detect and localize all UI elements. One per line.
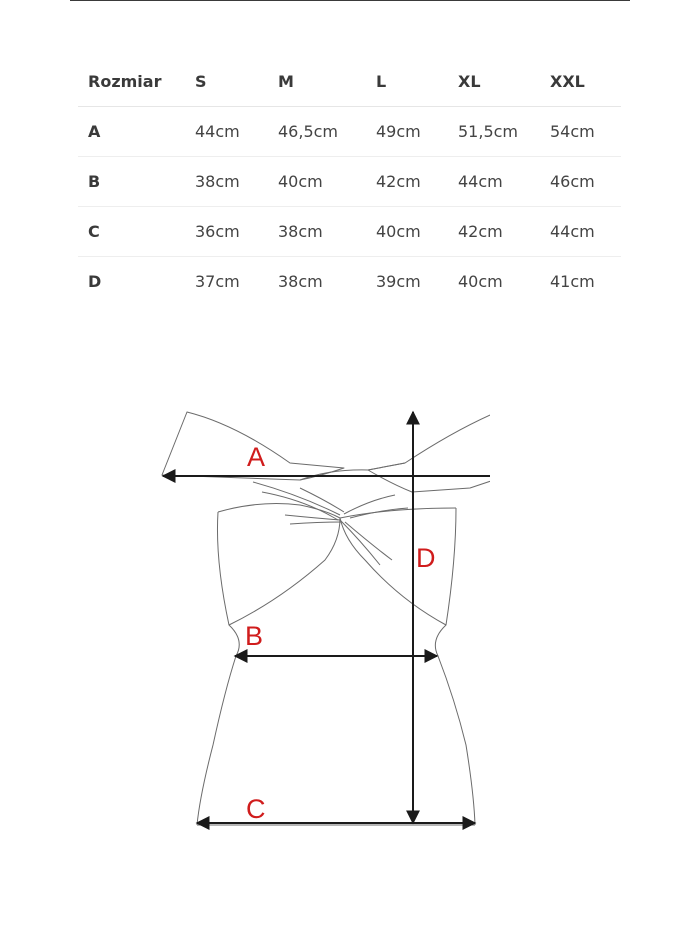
table-cell: 40cm [366,207,448,257]
table-cell: 37cm [195,272,240,291]
table-cell: 38cm [185,157,268,207]
table-cell: 41cm [550,272,595,291]
header-size-l: L [366,57,448,107]
header-size-label: Rozmiar [78,57,185,107]
header-size-xxl: XXL [540,57,621,107]
table-cell: 44cm [185,107,268,157]
row-label: B [78,157,185,207]
table-row [78,107,621,157]
row-label: D [88,272,102,291]
table-cell: 44cm [540,207,621,257]
table-cell: 40cm [458,272,503,291]
table-cell: 46cm [540,157,621,207]
table-row [78,157,621,207]
table-cell: 40cm [268,157,366,207]
garment-measurement-diagram [150,400,490,840]
label-d: D [416,543,436,573]
table-cell: 36cm [185,207,268,257]
table-cell: 46,5cm [268,107,366,157]
table-cell: 42cm [366,157,448,207]
table-cell: 38cm [278,272,323,291]
table-cell: 54cm [540,107,621,157]
table-header-row [78,57,621,107]
measurement-labels [245,442,436,824]
table-cell: 44cm [448,157,540,207]
header-size-m: M [268,57,366,107]
row-label: C [78,207,185,257]
table-cell: 38cm [268,207,366,257]
row-label: A [78,107,185,157]
top-divider [70,0,630,1]
garment-outline [162,412,490,825]
header-size-xl: XL [448,57,540,107]
table-row [78,257,621,307]
table-cell: 39cm [376,272,421,291]
size-chart-table [78,57,621,306]
table-cell: 51,5cm [448,107,540,157]
table-cell: 42cm [448,207,540,257]
header-size-s: S [185,57,268,107]
label-a: A [247,442,266,472]
table-cell: 49cm [366,107,448,157]
label-b: B [245,621,264,651]
table-row [78,207,621,257]
label-c: C [246,794,266,824]
